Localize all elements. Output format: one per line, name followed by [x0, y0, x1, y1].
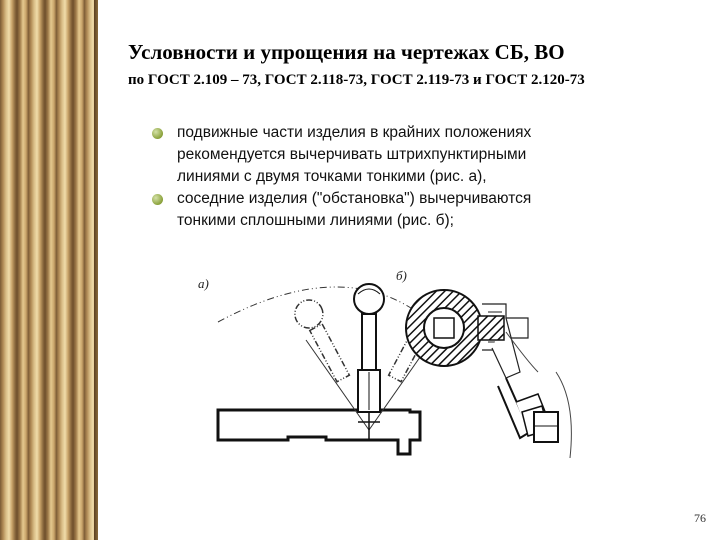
- bullet-line: подвижные части изделия в крайних положениях: [177, 124, 532, 141]
- bullet-item: [152, 188, 632, 232]
- figure-b-drawing: [388, 262, 588, 472]
- figure-b-adjacent-parts: [388, 262, 588, 472]
- slide: [98, 0, 720, 540]
- figure-b-label: б): [396, 268, 407, 283]
- decorative-gold-frame: [0, 0, 98, 540]
- bullet-dot-icon: [152, 194, 163, 205]
- bullet-line: рекомендуется вычерчивать штрихпунктирными: [177, 146, 527, 163]
- bullet-item: [152, 122, 632, 188]
- figure-a-label: а): [198, 276, 209, 291]
- page-number: 76: [694, 511, 706, 525]
- bullet-line: соседние изделия ("обстановка") вычерчиваются: [177, 190, 532, 207]
- bullet-line: линиями с двумя точками тонкими (рис. а),: [177, 168, 487, 185]
- bullet-dot-icon: [152, 128, 163, 139]
- bullet-line: тонкими сплошными линиями (рис. б);: [177, 212, 454, 229]
- slide-title: Условности и упрощения на чертежах СБ, ВО: [128, 40, 565, 64]
- bullet-list: [152, 122, 632, 232]
- slide-subtitle: по ГОСТ 2.109 – 73, ГОСТ 2.118-73, ГОСТ 2.119-73 и ГОСТ 2.120-73: [128, 72, 585, 88]
